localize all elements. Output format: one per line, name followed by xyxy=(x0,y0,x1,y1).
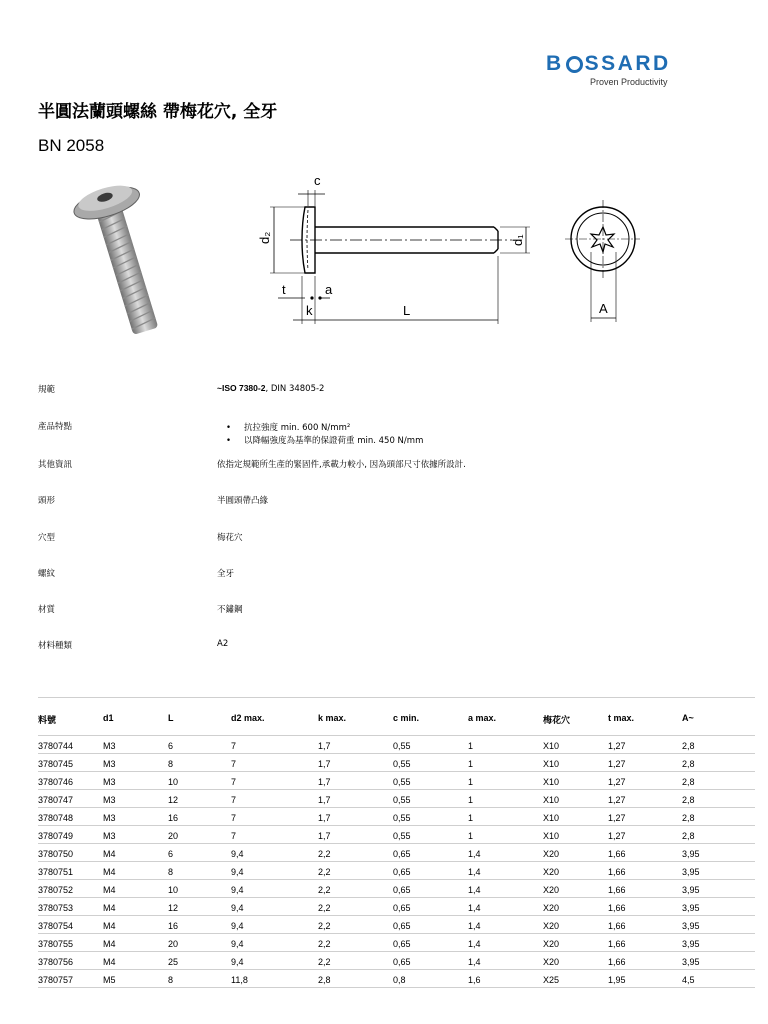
table-cell: 12 xyxy=(168,903,179,913)
table-cell: 1,7 xyxy=(318,741,331,751)
table-cell: M3 xyxy=(103,831,116,841)
table-cell: 1,27 xyxy=(608,741,626,751)
table-cell: 7 xyxy=(231,777,237,787)
table-cell: 1,66 xyxy=(608,939,626,949)
table-cell: X20 xyxy=(543,849,560,859)
table-cell: 2,8 xyxy=(682,777,695,787)
table-cell: 3780752 xyxy=(38,885,74,895)
table-cell: 7 xyxy=(231,759,237,769)
table-cell: 1,66 xyxy=(608,867,626,877)
c-label: c xyxy=(314,173,321,188)
table-cell: 1,6 xyxy=(468,975,481,985)
table-cell: 2,2 xyxy=(318,867,331,877)
header-cell: t max. xyxy=(608,713,635,723)
table-cell: 3780747 xyxy=(38,795,74,805)
table-cell: M4 xyxy=(103,957,116,967)
table-cell: M4 xyxy=(103,867,116,877)
table-cell: X10 xyxy=(543,795,560,805)
spec-label: 穴型 xyxy=(38,533,56,543)
table-cell: 16 xyxy=(168,813,179,823)
table-cell: 1,7 xyxy=(318,831,331,841)
table-cell: 0,65 xyxy=(393,849,411,859)
table-cell: M4 xyxy=(103,921,116,931)
header-cell: d1 xyxy=(103,713,114,723)
table-cell: 12 xyxy=(168,795,179,805)
spec-label: 其他資訊 xyxy=(38,460,73,470)
table-cell: 1,4 xyxy=(468,867,481,877)
table-cell: 1,66 xyxy=(608,849,626,859)
table-cell: 0,65 xyxy=(393,921,411,931)
table-cell: 1,27 xyxy=(608,759,626,769)
t-label: t xyxy=(282,282,286,297)
table-cell: M3 xyxy=(103,741,116,751)
table-row xyxy=(38,754,755,772)
spec-label: 材質 xyxy=(38,605,56,615)
table-cell: 3780756 xyxy=(38,957,74,967)
table-cell: 8 xyxy=(168,759,174,769)
table-cell: 1,27 xyxy=(608,795,626,805)
table-cell: 1,66 xyxy=(608,921,626,931)
table-cell: X10 xyxy=(543,777,560,787)
feature-bullet: • 抗拉強度 min. 600 N/mm² xyxy=(226,423,351,433)
table-cell: 0,65 xyxy=(393,903,411,913)
bossard-logo xyxy=(546,52,686,87)
table-cell: 1 xyxy=(468,813,474,823)
header-cell: A~ xyxy=(682,713,694,723)
table-cell: X20 xyxy=(543,921,560,931)
table-cell: 2,8 xyxy=(682,741,695,751)
table-cell: 3,95 xyxy=(682,957,700,967)
table-cell: M4 xyxy=(103,939,116,949)
table-cell: 1 xyxy=(468,831,474,841)
table-cell: 2,8 xyxy=(682,831,695,841)
table-cell: 3780751 xyxy=(38,867,74,877)
document-title: 半圓法蘭頭螺絲 帶梅花穴, 全牙 xyxy=(38,102,278,122)
table-cell: 2,8 xyxy=(682,759,695,769)
table-cell: 9,4 xyxy=(231,957,244,967)
table-cell: 20 xyxy=(168,831,179,841)
spec-value: 不鏽鋼 xyxy=(217,605,243,615)
table-cell: 1,4 xyxy=(468,885,481,895)
table-header-row xyxy=(38,698,755,736)
table-cell: 0,55 xyxy=(393,795,411,805)
table-cell: 0,55 xyxy=(393,741,411,751)
table-cell: 3780749 xyxy=(38,831,74,841)
table-cell: M3 xyxy=(103,759,116,769)
table-cell: 1,7 xyxy=(318,777,331,787)
table-cell: 1 xyxy=(468,795,474,805)
table-cell: 11,8 xyxy=(231,975,248,985)
table-cell: 1,27 xyxy=(608,831,626,841)
table-cell: 20 xyxy=(168,939,179,949)
spec-label: 頭形 xyxy=(38,496,56,506)
table-cell: 0,8 xyxy=(393,975,406,985)
dimension-table xyxy=(38,697,755,988)
table-row xyxy=(38,970,755,988)
table-cell: 2,2 xyxy=(318,849,331,859)
table-row xyxy=(38,808,755,826)
table-cell: 25 xyxy=(168,957,179,967)
table-cell: 1,66 xyxy=(608,903,626,913)
header-cell: k max. xyxy=(318,713,347,723)
table-cell: 0,65 xyxy=(393,867,411,877)
table-cell: 9,4 xyxy=(231,939,244,949)
technical-drawing xyxy=(250,172,640,330)
spec-label: 產品特點 xyxy=(38,422,73,432)
table-cell: 7 xyxy=(231,831,237,841)
table-cell: 0,65 xyxy=(393,957,411,967)
table-cell: 0,55 xyxy=(393,813,411,823)
header-cell: d2 max. xyxy=(231,713,265,723)
table-cell: 3780755 xyxy=(38,939,74,949)
table-cell: M3 xyxy=(103,777,116,787)
table-cell: 9,4 xyxy=(231,867,244,877)
table-cell: 3,95 xyxy=(682,867,700,877)
table-cell: 1,4 xyxy=(468,903,481,913)
header-cell: L xyxy=(168,713,174,723)
table-cell: 9,4 xyxy=(231,885,244,895)
k-label: k xyxy=(306,303,313,318)
table-cell: 1,95 xyxy=(608,975,626,985)
table-cell: 2,2 xyxy=(318,957,331,967)
table-cell: X20 xyxy=(543,867,560,877)
table-cell: 0,55 xyxy=(393,831,411,841)
table-row xyxy=(38,736,755,754)
table-cell: 0,55 xyxy=(393,777,411,787)
table-cell: 3,95 xyxy=(682,939,700,949)
table-row xyxy=(38,916,755,934)
table-cell: 1 xyxy=(468,741,474,751)
feature-bullet: • 以降幅強度為基準的保證荷重 min. 450 N/mm xyxy=(226,436,424,446)
d2-label: d₂ xyxy=(257,231,272,244)
table-cell: X20 xyxy=(543,957,560,967)
d1-label: d₁ xyxy=(510,234,525,246)
A-label: A xyxy=(599,301,608,316)
header-cell: 料號 xyxy=(38,715,57,725)
table-cell: 6 xyxy=(168,741,174,751)
table-row xyxy=(38,862,755,880)
spec-value: 依指定規範所生產的緊固件,承載力較小, 因為頭部尺寸依據所設計. xyxy=(217,460,466,470)
table-cell: M5 xyxy=(103,975,116,985)
logo-wordmark: B SSARD xyxy=(546,52,671,75)
table-cell: 1,7 xyxy=(318,759,331,769)
table-cell: 3780745 xyxy=(38,759,74,769)
table-cell: 3,95 xyxy=(682,849,700,859)
table-row xyxy=(38,790,755,808)
table-cell: 7 xyxy=(231,813,237,823)
table-cell: 1,7 xyxy=(318,813,331,823)
table-cell: 1,27 xyxy=(608,777,626,787)
table-cell: 2,2 xyxy=(318,903,331,913)
table-cell: 6 xyxy=(168,849,174,859)
table-cell: 8 xyxy=(168,867,174,877)
spec-value: 半圓頭帶凸緣 xyxy=(217,496,269,506)
table-cell: 1 xyxy=(468,777,474,787)
table-cell: 3780754 xyxy=(38,921,74,931)
table-cell: 10 xyxy=(168,777,179,787)
header-cell: 梅花穴 xyxy=(543,715,571,725)
table-cell: 1,66 xyxy=(608,957,626,967)
spec-value: 全牙 xyxy=(217,569,235,579)
table-cell: 10 xyxy=(168,885,179,895)
table-cell: 2,8 xyxy=(682,813,695,823)
table-cell: X10 xyxy=(543,741,560,751)
table-cell: 1,4 xyxy=(468,921,481,931)
screw-photo xyxy=(70,176,200,341)
logo-tagline: Proven Productivity xyxy=(590,77,668,87)
table-cell: 16 xyxy=(168,921,179,931)
table-cell: 0,65 xyxy=(393,885,411,895)
table-row xyxy=(38,952,755,970)
table-cell: 2,2 xyxy=(318,921,331,931)
table-cell: 7 xyxy=(231,741,237,751)
table-cell: 2,8 xyxy=(682,795,695,805)
table-cell: 1,27 xyxy=(608,813,626,823)
table-cell: 1,4 xyxy=(468,939,481,949)
spec-value: ~ISO 7380-2, DIN 34805-2 xyxy=(217,383,325,394)
logo-ring-icon xyxy=(566,56,583,73)
table-row xyxy=(38,934,755,952)
spec-label: 規範 xyxy=(38,385,56,395)
L-label: L xyxy=(403,303,411,318)
spec-label: 螺紋 xyxy=(38,569,56,579)
table-cell: 0,55 xyxy=(393,759,411,769)
table-cell: 3,95 xyxy=(682,921,700,931)
table-cell: 1 xyxy=(468,759,474,769)
table-row xyxy=(38,772,755,790)
table-cell: X20 xyxy=(543,903,560,913)
table-cell: 9,4 xyxy=(231,849,244,859)
spec-value: A2 xyxy=(217,639,229,649)
table-row xyxy=(38,898,755,916)
table-cell: X20 xyxy=(543,939,560,949)
table-cell: 2,8 xyxy=(318,975,331,985)
table-cell: X25 xyxy=(543,975,560,985)
table-row xyxy=(38,844,755,862)
table-cell: M3 xyxy=(103,813,116,823)
table-cell: 2,2 xyxy=(318,885,331,895)
table-cell: 3,95 xyxy=(682,885,700,895)
table-cell: M3 xyxy=(103,795,116,805)
table-row xyxy=(38,826,755,844)
table-cell: M4 xyxy=(103,885,116,895)
header-cell: c min. xyxy=(393,713,420,723)
table-cell: M4 xyxy=(103,849,116,859)
table-cell: 1,4 xyxy=(468,849,481,859)
table-cell: 1,7 xyxy=(318,795,331,805)
table-cell: 1,66 xyxy=(608,885,626,895)
table-row xyxy=(38,880,755,898)
table-cell: X10 xyxy=(543,813,560,823)
table-cell: 3,95 xyxy=(682,903,700,913)
table-cell: 0,65 xyxy=(393,939,411,949)
table-cell: 8 xyxy=(168,975,174,985)
header-cell: a max. xyxy=(468,713,497,723)
table-cell: 9,4 xyxy=(231,903,244,913)
table-cell: X10 xyxy=(543,759,560,769)
table-cell: 2,2 xyxy=(318,939,331,949)
table-cell: 3780753 xyxy=(38,903,74,913)
table-cell: X10 xyxy=(543,831,560,841)
standard-number: BN 2058 xyxy=(38,136,105,155)
table-cell: M4 xyxy=(103,903,116,913)
a-label: a xyxy=(325,282,333,297)
table-cell: 1,4 xyxy=(468,957,481,967)
table-cell: 9,4 xyxy=(231,921,244,931)
spec-label: 材料種類 xyxy=(38,641,73,651)
table-cell: 3780746 xyxy=(38,777,74,787)
table-cell: X20 xyxy=(543,885,560,895)
table-cell: 7 xyxy=(231,795,237,805)
table-cell: 4,5 xyxy=(682,975,695,985)
table-cell: 3780750 xyxy=(38,849,74,859)
table-cell: 3780744 xyxy=(38,741,74,751)
table-cell: 3780748 xyxy=(38,813,74,823)
spec-value: 梅花穴 xyxy=(217,533,243,543)
table-cell: 3780757 xyxy=(38,975,74,985)
